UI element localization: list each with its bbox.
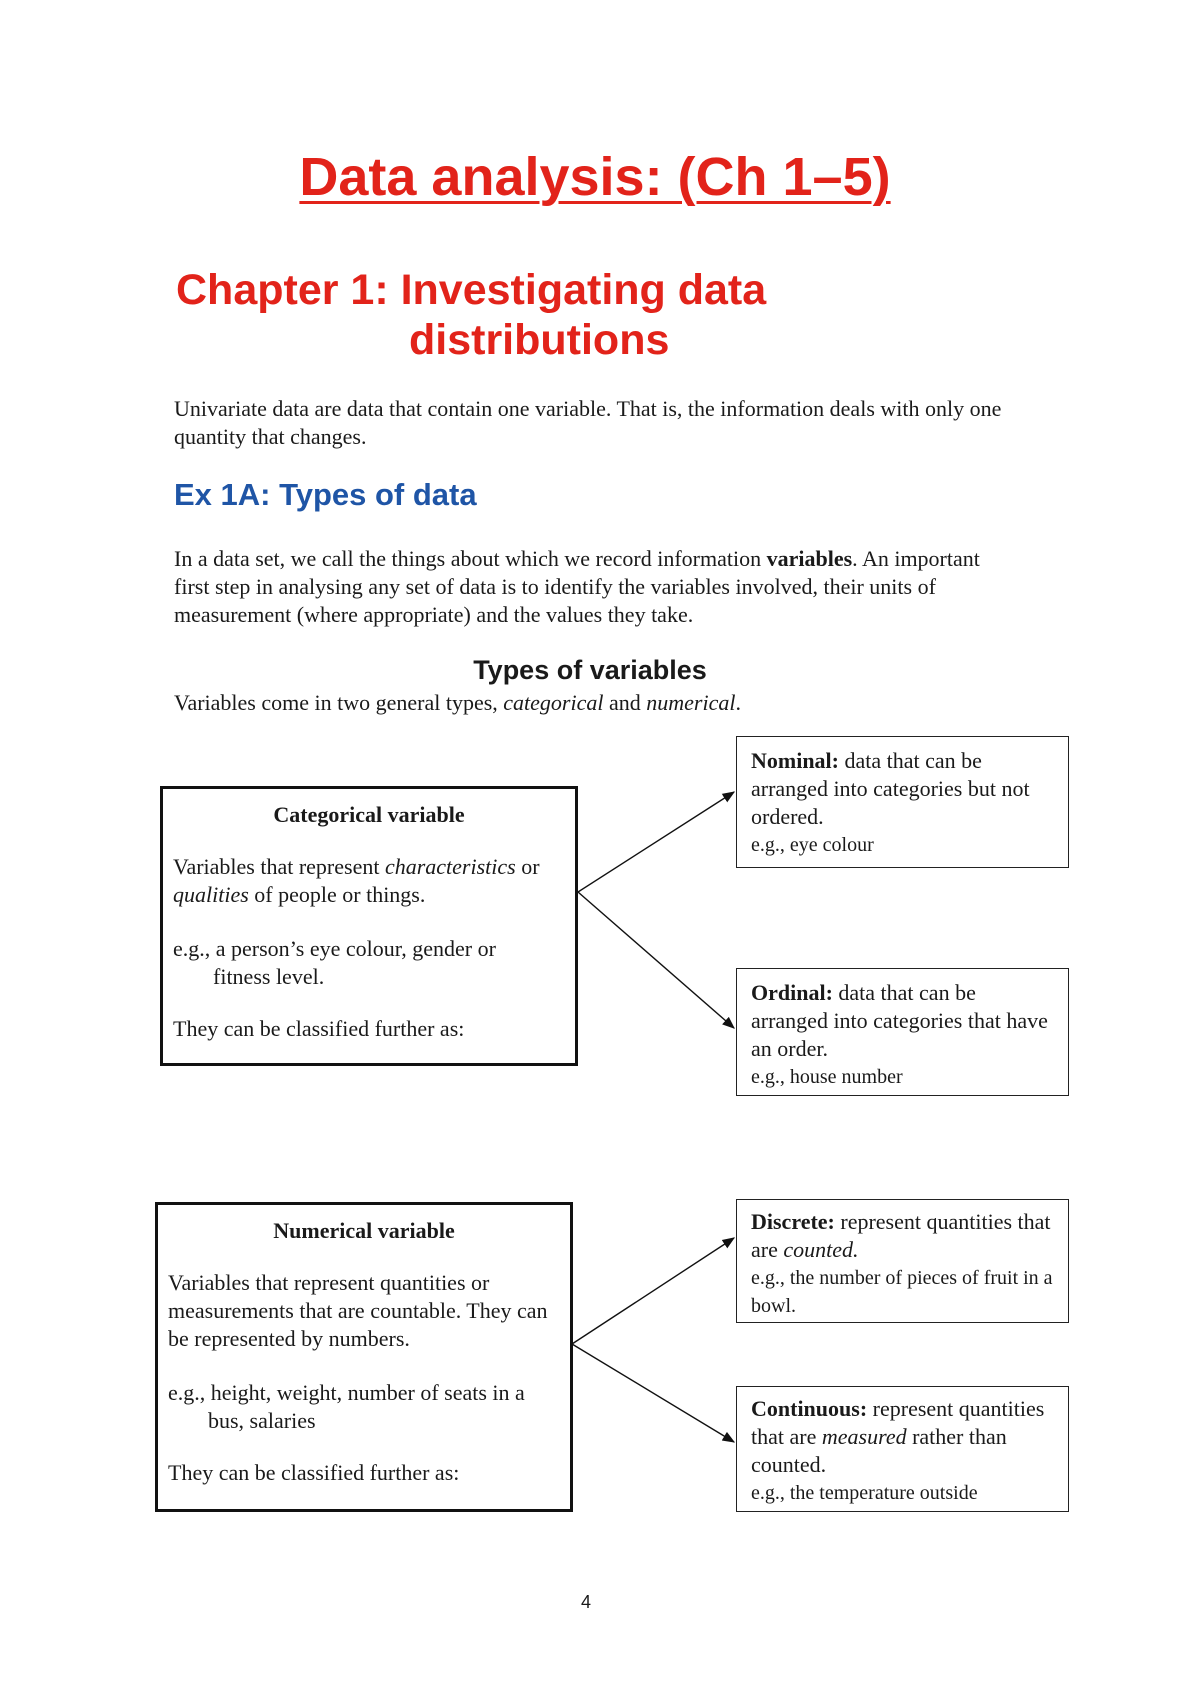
categorical-example-line2: fitness level. [213,964,325,989]
categorical-example [173,935,565,991]
discrete-text [751,1208,1054,1264]
categorical-desc-before: Variables that represent [173,854,385,879]
categorical-desc-italic2: qualities [173,882,249,907]
chapter-title-line2: distributions [409,316,670,364]
types-heading: Types of variables [473,655,707,685]
page-number: 4 [580,1592,591,1612]
continuous-text [751,1395,1054,1479]
variables-para-after: . An important first step in analysing any set of data is to identify the variables involved, their units of measurement (where appropriate) and the values they take. [174,546,980,627]
nominal-box [736,736,1069,868]
discrete-label: Discrete: [751,1209,835,1234]
types-sub-italic1: categorical [503,690,604,715]
continuous-box [736,1386,1069,1512]
discrete-box [736,1199,1069,1323]
categorical-desc-italic1: characteristics [384,854,516,879]
continuous-desc-italic: measured [821,1424,907,1449]
ordinal-box [736,968,1069,1096]
discrete-desc-before: represent quantities that are [751,1209,1051,1262]
types-sub-italic2: numerical [646,690,736,715]
nominal-example: e.g., eye colour [751,834,874,856]
arrow-to-continuous [572,1344,734,1442]
section-heading: Ex 1A: Types of data [174,477,477,512]
categorical-title: Categorical variable [273,802,465,827]
ordinal-text [751,979,1054,1063]
types-sub-before: Variables come in two general types, [174,690,504,715]
continuous-desc-before: represent quantities that are [751,1396,1045,1449]
numerical-variable-box [155,1202,573,1512]
continuous-desc-after: rather than counted. [751,1424,1007,1477]
categorical-description [173,853,565,909]
arrow-to-discrete [572,1238,734,1344]
categorical-desc-mid: or [515,854,540,879]
discrete-example: e.g., the number of pieces of fruit in a bowl. [751,1267,1053,1317]
nominal-label: Nominal: [751,748,839,773]
categorical-variable-box [160,786,578,1066]
numerical-example-line1: e.g., height, weight, number of seats in a [168,1380,525,1405]
ordinal-label: Ordinal: [751,980,833,1005]
ordinal-description: data that can be arranged into categories that have an order. [751,980,1048,1061]
continuous-example: e.g., the temperature outside [751,1482,978,1504]
categorical-desc-after: of people or things. [248,882,426,907]
main-title: Data analysis: (Ch 1–5) [299,147,891,207]
numerical-description: Variables that represent quantities or measurements that are countable. They can be represented by numbers. [168,1270,548,1351]
variables-para-before: In a data set, we call the things about which we record information [174,546,767,571]
nominal-text [751,747,1054,831]
variables-para-bold: variables [766,546,853,571]
numerical-further: They can be classified further as: [168,1460,460,1485]
numerical-example-line2: bus, salaries [208,1408,316,1433]
continuous-label: Continuous: [751,1396,868,1421]
types-sub-mid: and [603,690,647,715]
types-sub-after: . [735,690,741,715]
nominal-description: data that can be arranged into categories but not ordered. [751,748,1030,829]
categorical-further: They can be classified further as: [173,1016,465,1041]
ordinal-example: e.g., house number [751,1066,903,1088]
arrow-to-nominal [578,792,734,892]
discrete-desc-italic: counted. [783,1237,859,1262]
categorical-example-line1: e.g., a person’s eye colour, gender or [173,936,496,961]
chapter-title-line1: Chapter 1: Investigating data [176,266,767,314]
numerical-title: Numerical variable [273,1218,455,1243]
intro-paragraph: Univariate data are data that contain one variable. That is, the information deals with only one quantity that changes. [174,396,1002,449]
arrow-to-ordinal [578,892,734,1028]
numerical-example [168,1379,560,1435]
